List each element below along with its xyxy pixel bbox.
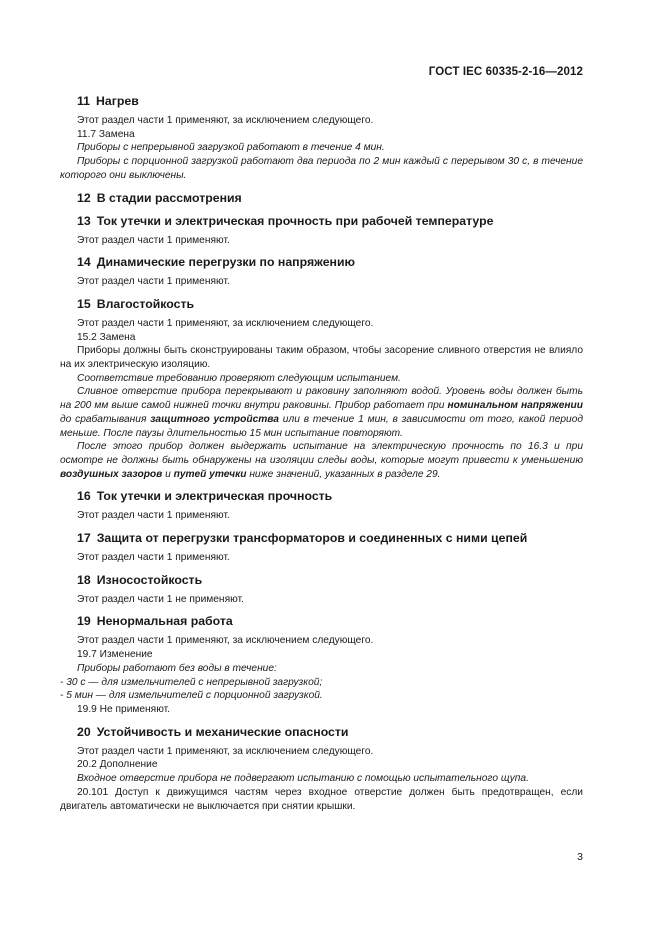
paragraph-text: 15.2 Замена (77, 331, 136, 343)
paragraph-text: - 5 мин — для измельчителей с порционной загрузкой. (60, 690, 323, 702)
section-19 (60, 613, 583, 716)
paragraph-text: Приборы с непрерывной загрузкой работают в течение 4 мин. (77, 142, 385, 154)
section-title: Ненормальная работа (96, 614, 233, 629)
section-title: Защита от перегрузки трансформаторов и соединенных с ними цепей (96, 531, 528, 546)
section-16 (60, 488, 583, 523)
paragraph-text: Этот раздел части 1 применяют. (77, 552, 230, 564)
page-number: 3 (577, 851, 583, 863)
section-18 (60, 572, 583, 607)
paragraph-text: Сливное отверстие прибора перекрывают и раковину заполняют водой. Уровень воды должен быть на 200 мм выше самой нижней точки внутри раковины. Прибор работает при (60, 386, 583, 412)
paragraph-text: Соответствие требованию проверяют следующим испытанием. (77, 372, 401, 384)
paragraph (60, 128, 583, 142)
paragraph (60, 689, 583, 703)
section-title: В стадии рассмотрения (96, 190, 242, 205)
section-number: 11 (77, 94, 90, 108)
section-heading (77, 572, 583, 588)
paragraph-text: 11.7 Замена (77, 128, 135, 140)
section-number: 12 (77, 190, 91, 205)
defined-term: воздушных зазоров (60, 468, 163, 480)
section-title: Ток утечки и электрическая прочность (96, 489, 333, 504)
section-11 (60, 93, 583, 183)
section-heading (77, 254, 583, 270)
section-12 (60, 190, 583, 206)
section-title: Устойчивость и механические опасности (96, 724, 349, 739)
section-number: 15 (77, 296, 91, 311)
paragraph (60, 648, 583, 662)
paragraph (60, 155, 583, 182)
paragraph-text: Этот раздел части 1 не применяют. (77, 593, 244, 605)
paragraph (60, 440, 583, 481)
defined-term: номинальном напряжении (447, 400, 583, 412)
section-title: Динамические перегрузки по напряжению (96, 255, 356, 270)
paragraph-text: Этот раздел части 1 применяют, за исключением следующего. (77, 745, 374, 757)
paragraph-text: Этот раздел части 1 применяют, за исключением следующего. (77, 635, 374, 647)
paragraph (60, 234, 583, 248)
section-17 (60, 530, 583, 565)
section-13 (60, 213, 583, 248)
section-number: 20 (77, 724, 91, 739)
paragraph-text: 19.9 Не применяют. (77, 703, 170, 715)
paragraph-text: 20.2 Дополнение (77, 759, 158, 771)
section-title: Нагрев (96, 94, 139, 108)
paragraph (60, 662, 583, 676)
paragraph (60, 593, 583, 607)
paragraph (60, 634, 583, 648)
section-14 (60, 254, 583, 289)
section-heading (77, 613, 583, 629)
paragraph-text: 20.101 Доступ к движущимся частям через входное отверстие должен быть предотвращен, если двигатель автоматически не выключается при снятии крышки. (60, 786, 583, 812)
paragraph-text: 19.7 Изменение (77, 649, 153, 661)
paragraph (60, 745, 583, 759)
section-heading (77, 724, 583, 740)
section-20 (60, 724, 583, 814)
paragraph (60, 786, 583, 813)
section-heading (77, 190, 583, 206)
section-title: Влагостойкость (96, 296, 195, 311)
paragraph-text: После этого прибор должен выдержать испытание на электрическую прочность по 16.3 и при осмотре не должны быть обнаружены на изоляции следы воды, которые могут привести к уменьшению (60, 441, 583, 466)
document-header: ГОСТ IEC 60335-2-16—2012 (428, 66, 583, 78)
paragraph (60, 141, 583, 155)
section-number: 16 (77, 489, 91, 504)
paragraph-text: Входное отверстие прибора не подвергают испытанию с помощью испытательного щупа. (77, 773, 529, 785)
section-heading (77, 213, 583, 229)
section-heading (77, 93, 583, 109)
paragraph (60, 372, 583, 386)
paragraph (60, 275, 583, 289)
section-title: Ток утечки и электрическая прочность при рабочей температуре (96, 213, 494, 228)
paragraph-text: и (162, 468, 174, 480)
paragraph (60, 772, 583, 786)
section-heading (77, 488, 583, 504)
section-title: Износостойкость (96, 572, 203, 587)
paragraph-text: ниже значений, указанных в разделе 29. (246, 468, 441, 480)
paragraph-text: Этот раздел части 1 применяют, за исключением следующего. (77, 317, 374, 329)
paragraph (60, 114, 583, 128)
paragraph (60, 385, 583, 440)
paragraph-text: Приборы с порционной загрузкой работают два периода по 2 мин каждый с перерывом 30 с, в течение которого они выключены. (60, 156, 583, 181)
defined-term: защитного устройства (150, 413, 279, 425)
section-number: 19 (77, 614, 91, 629)
defined-term: путей утечки (173, 468, 247, 480)
paragraph-text: Приборы должны быть сконструированы таким образом, чтобы засорение сливного отверстия не влияло на их электрическую изоляцию. (60, 345, 583, 371)
paragraph (60, 703, 583, 717)
paragraph (60, 758, 583, 772)
section-number: 13 (77, 213, 91, 228)
section-number: 18 (77, 572, 91, 587)
paragraph-text: до срабатывания (60, 413, 151, 425)
paragraph (60, 331, 583, 345)
paragraph-text: Этот раздел части 1 применяют. (77, 276, 230, 288)
paragraph-text: или в течение 1 мин, в зависимости от того, какой период меньше. После паузы длительностью 15 мин испытание повторяют. (60, 413, 583, 439)
paragraph (60, 676, 583, 690)
paragraph (60, 344, 583, 371)
section-heading (77, 530, 583, 546)
paragraph (60, 551, 583, 565)
paragraph-text: Этот раздел части 1 применяют. (77, 234, 230, 246)
section-heading (77, 296, 583, 312)
document-body (60, 93, 583, 820)
paragraph (60, 317, 583, 331)
paragraph-text: - 30 с — для измельчителей с непрерывной загрузкой; (60, 676, 323, 688)
paragraph-text: Этот раздел части 1 применяют, за исключением следующего. (77, 115, 374, 126)
section-15 (60, 296, 583, 481)
paragraph-text: Приборы работают без воды в течение: (77, 662, 277, 674)
section-number: 17 (77, 531, 91, 546)
paragraph-text: Этот раздел части 1 применяют. (77, 510, 230, 522)
paragraph (60, 509, 583, 523)
section-number: 14 (77, 255, 91, 270)
